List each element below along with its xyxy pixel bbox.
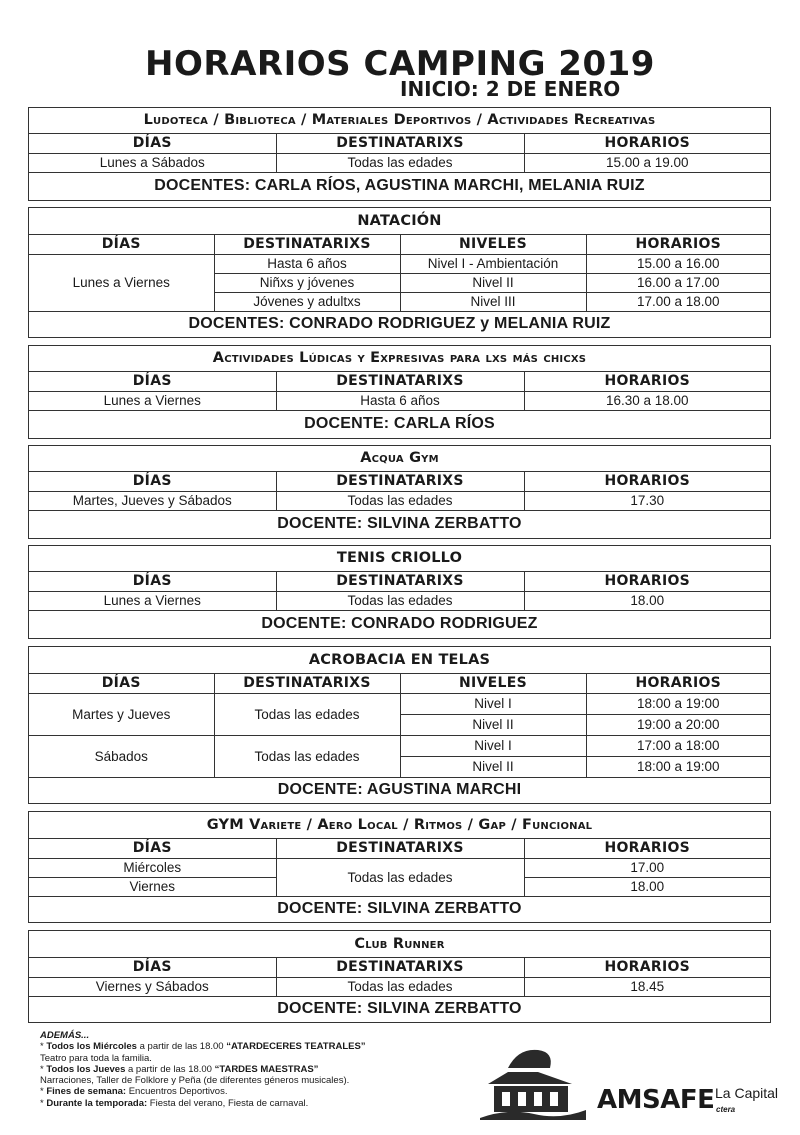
header-dias: DÍAS (29, 838, 276, 858)
cell-dias: Martes, Jueves y Sábados (29, 491, 276, 510)
cell-dias: Lunes a Sábados (29, 153, 276, 172)
header-dias: DÍAS (29, 371, 276, 391)
section-title: ACROBACIA EN TELAS (29, 647, 770, 673)
section-acqua-gym (28, 445, 771, 539)
header-horarios: HORARIOS (524, 571, 770, 591)
header-horarios: HORARIOS (586, 673, 770, 693)
note-item: * Fines de semana: Encuentros Deportivos. (40, 1086, 228, 1098)
cell-destinatarixs: Todas las edades (214, 735, 400, 777)
header-dias: DÍAS (29, 133, 276, 153)
section-title: Actividades Lúdicas y Expresivas para lxs más chicxs (29, 346, 770, 371)
section-tenis (28, 545, 771, 639)
page-title: HORARIOS CAMPING 2019 (145, 44, 655, 84)
header-destinatarixs: DESTINATARIXS (276, 371, 524, 391)
cell-dias: Viernes (29, 877, 276, 896)
cell-nivel: Nivel I - Ambientación (400, 254, 586, 273)
section-acrobacia (28, 646, 771, 804)
cell-horarios: 15.00 a 19.00 (524, 153, 770, 172)
header-horarios: HORARIOS (586, 234, 770, 254)
cell-dias: Lunes a Viernes (29, 391, 276, 410)
cell-horario: 19:00 a 20:00 (586, 714, 770, 735)
note-sub: Teatro para toda la familia. (40, 1052, 152, 1064)
cell-horario: 15.00 a 16.00 (586, 254, 770, 273)
section-title: Acqua Gym (29, 446, 770, 471)
cell-nivel: Nivel II (400, 714, 586, 735)
cell-destinatarixs: Niñxs y jóvenes (214, 273, 400, 292)
note-item: * Todos los Jueves a partir de las 18.00 “TARDES MAESTRAS” (40, 1063, 319, 1075)
cell-dias: Lunes a Viernes (29, 591, 276, 610)
header-dias: DÍAS (29, 571, 276, 591)
cell-nivel: Nivel II (400, 273, 586, 292)
cell-horario: 17:00 a 18:00 (586, 735, 770, 756)
amsafe-logo-icon (478, 1046, 588, 1120)
note-item: * Durante la temporada: Fiesta del verano, Fiesta de carnaval. (40, 1097, 309, 1109)
header-horarios: HORARIOS (524, 471, 770, 491)
cell-horarios: 16.30 a 18.00 (524, 391, 770, 410)
section-docentes: DOCENTE: SILVINA ZERBATTO (29, 510, 770, 538)
header-destinatarixs: DESTINATARIXS (276, 838, 524, 858)
cell-destinatarixs: Todas las edades (276, 977, 524, 996)
header-niveles: NIVELES (400, 673, 586, 693)
cell-horarios: 18.00 (524, 591, 770, 610)
cell-dias: Viernes y Sábados (29, 977, 276, 996)
cell-horario: 17.00 a 18.00 (586, 292, 770, 311)
header-destinatarixs: DESTINATARIXS (276, 957, 524, 977)
section-gym (28, 811, 771, 923)
section-title: Club Runner (29, 931, 770, 957)
cell-horario: 16.00 a 17.00 (586, 273, 770, 292)
section-ludicas (28, 345, 771, 439)
header-destinatarixs: DESTINATARIXS (214, 234, 400, 254)
section-title: TENIS CRIOLLO (29, 546, 770, 571)
section-docentes: DOCENTES: CONRADO RODRIGUEZ y MELANIA RUIZ (29, 311, 770, 337)
cell-destinatarixs: Todas las edades (276, 153, 524, 172)
cell-dias: Lunes a Viernes (29, 254, 214, 311)
cell-horario: 18.00 (524, 877, 770, 896)
cell-nivel: Nivel III (400, 292, 586, 311)
section-title: GYM Variete / Aero Local / Ritmos / Gap / Funcional (29, 812, 770, 838)
cell-destinatarixs: Todas las edades (276, 858, 524, 896)
cell-nivel: Nivel I (400, 735, 586, 756)
header-destinatarixs: DESTINATARIXS (276, 133, 524, 153)
cell-nivel: Nivel I (400, 693, 586, 714)
section-docentes: DOCENTE: CONRADO RODRIGUEZ (29, 610, 770, 638)
header-horarios: HORARIOS (524, 838, 770, 858)
cell-destinatarixs: Hasta 6 años (214, 254, 400, 273)
cell-destinatarixs: Hasta 6 años (276, 391, 524, 410)
cell-horario: 18:00 a 19:00 (586, 756, 770, 777)
cell-destinatarixs: Jóvenes y adultxs (214, 292, 400, 311)
header-destinatarixs: DESTINATARIXS (276, 471, 524, 491)
note-sub: Narraciones, Taller de Folklore y Peña (de diferentes géneros musicales). (40, 1075, 350, 1087)
section-docentes: DOCENTE: SILVINA ZERBATTO (29, 896, 770, 922)
header-horarios: HORARIOS (524, 371, 770, 391)
header-horarios: HORARIOS (524, 133, 770, 153)
header-dias: DÍAS (29, 673, 214, 693)
notes-block (40, 1030, 420, 1109)
brand-subtitle: La Capital (715, 1085, 779, 1101)
header-dias: DÍAS (29, 957, 276, 977)
page-subtitle: INICIO: 2 DE ENERO (400, 77, 621, 101)
section-title: Ludoteca / Biblioteca / Materiales Deportivos / Actividades Recreativas (29, 108, 770, 133)
cell-horarios: 17.30 (524, 491, 770, 510)
header-horarios: HORARIOS (524, 957, 770, 977)
section-club-runner (28, 930, 771, 1023)
section-docentes: DOCENTE: CARLA RÍOS (29, 410, 770, 438)
cell-destinatarixs: Todas las edades (276, 491, 524, 510)
header-destinatarixs: DESTINATARIXS (214, 673, 400, 693)
cell-horario: 18:00 a 19:00 (586, 693, 770, 714)
section-docentes: DOCENTES: CARLA RÍOS, AGUSTINA MARCHI, MELANIA RUIZ (29, 172, 770, 200)
header-dias: DÍAS (29, 234, 214, 254)
brand-tags: ctera (716, 1105, 736, 1114)
cell-dias: Miércoles (29, 858, 276, 877)
section-natacion (28, 207, 771, 338)
brand-name: AMSAFE (597, 1085, 715, 1115)
cell-nivel: Nivel II (400, 756, 586, 777)
notes-heading: ADEMÁS... (40, 1030, 90, 1041)
header-dias: DÍAS (29, 471, 276, 491)
header-niveles: NIVELES (400, 234, 586, 254)
cell-dias: Martes y Jueves (29, 693, 214, 735)
cell-destinatarixs: Todas las edades (214, 693, 400, 735)
section-docentes: DOCENTE: SILVINA ZERBATTO (29, 996, 770, 1022)
note-item: * Todos los Miércoles a partir de las 18.00 “ATARDECERES TEATRALES” (40, 1041, 366, 1053)
section-title: NATACIÓN (29, 208, 770, 234)
section-ludoteca (28, 107, 771, 201)
cell-destinatarixs: Todas las edades (276, 591, 524, 610)
header-destinatarixs: DESTINATARIXS (276, 571, 524, 591)
cell-horarios: 18.45 (524, 977, 770, 996)
section-docentes: DOCENTE: AGUSTINA MARCHI (29, 777, 770, 803)
cell-horario: 17.00 (524, 858, 770, 877)
cell-dias: Sábados (29, 735, 214, 777)
